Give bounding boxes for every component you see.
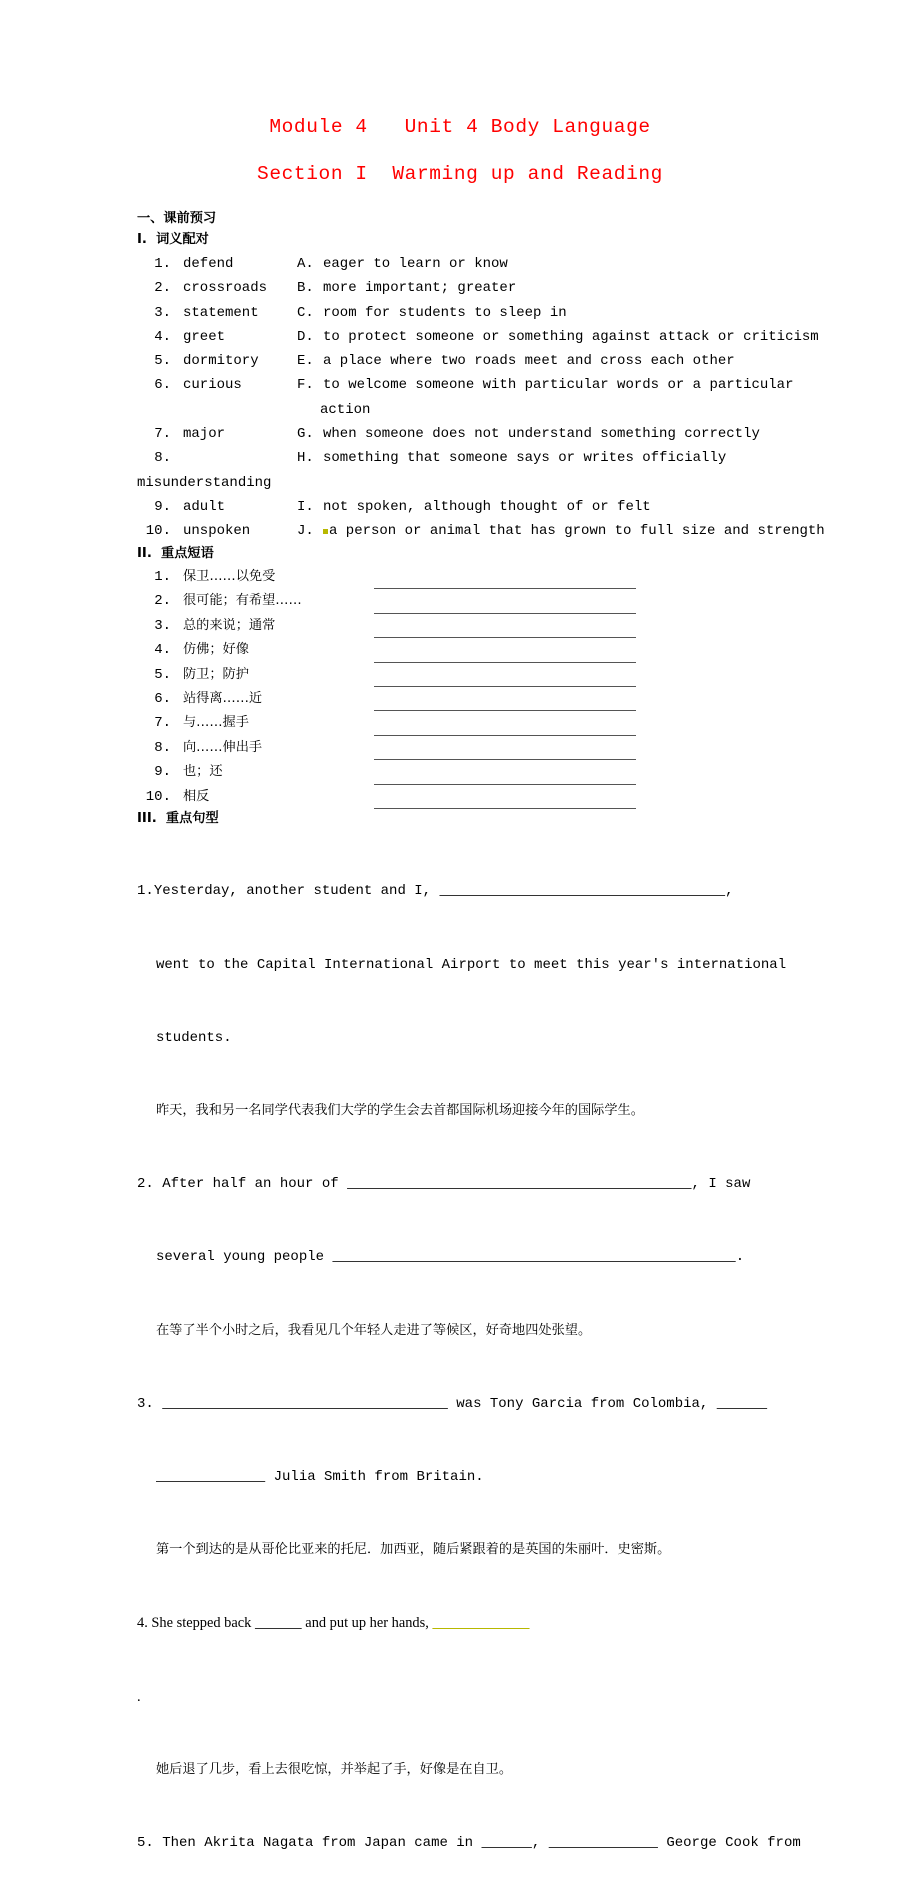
title-block xyxy=(0,118,920,184)
item-number: 2. xyxy=(154,280,171,297)
table-row xyxy=(137,276,797,300)
sentence-english xyxy=(137,830,797,1098)
definition-text: not spoken, although thought of or felt xyxy=(323,498,651,515)
definition-text: more important; greater xyxy=(323,280,517,297)
vocabulary-word: dormitory xyxy=(183,353,259,370)
section-2-heading: II. 重点短语 xyxy=(137,545,214,561)
list-item xyxy=(137,736,797,760)
sentence-text: After half an hour of xyxy=(162,1176,348,1193)
vocabulary-word: defend xyxy=(183,256,234,272)
fill-blank[interactable] xyxy=(481,1835,531,1851)
sentence-chinese: 她后退了几步，看上去很吃惊，并举起了手，好像是在自卫。 xyxy=(156,1761,513,1777)
sentence-text: , xyxy=(531,1835,549,1852)
phrase-chinese: 站得离……近 xyxy=(183,691,263,706)
sentence-line xyxy=(137,879,797,903)
fill-blank[interactable] xyxy=(432,1615,529,1631)
sentence-chinese: 在等了半个小时之后，我看见几个年轻人走进了等候区，好奇地四处张望。 xyxy=(156,1322,592,1338)
answer-blank-line[interactable] xyxy=(374,669,636,687)
option-letter: J. xyxy=(297,523,314,540)
definition-text: to welcome someone with particular words or a particular xyxy=(323,377,794,394)
table-row xyxy=(137,495,797,519)
sentence-chinese: 第一个到达的是从哥伦比亚来的托尼．加西亚，随后紧跟着的是英国的朱丽叶．史密斯。 xyxy=(156,1542,671,1558)
page-subtitle: Section I Warming up and Reading xyxy=(257,162,663,185)
phrase-chinese: 相反 xyxy=(183,788,210,804)
vocabulary-word: statement xyxy=(183,304,259,321)
option-letter: H. xyxy=(297,450,314,467)
vocabulary-word: curious xyxy=(183,377,242,394)
sentence-text: She stepped back xyxy=(151,1615,255,1632)
item-number: 5. xyxy=(137,1835,154,1852)
key-sentences-list xyxy=(137,830,801,1904)
phrase-chinese: 与……握手 xyxy=(183,715,249,731)
table-row xyxy=(137,252,797,276)
document-body xyxy=(137,209,825,1904)
item-number: 1. xyxy=(154,569,171,586)
item-number: 4. xyxy=(154,642,171,659)
item-number: 4. xyxy=(137,1615,148,1632)
sentence-text: . xyxy=(735,1249,745,1266)
sentence-line xyxy=(137,1172,797,1196)
item-number: 6. xyxy=(154,691,171,707)
sentence-text: George Cook from xyxy=(657,1835,801,1852)
sentence-text: , xyxy=(725,883,734,900)
fill-blank[interactable] xyxy=(717,1396,767,1412)
item-number: 7. xyxy=(154,715,171,732)
sentence-line xyxy=(137,1392,797,1416)
answer-blank-line[interactable] xyxy=(374,791,636,809)
vocabulary-word: greet xyxy=(183,328,226,345)
key-phrases-list xyxy=(137,565,797,809)
phrase-chinese: 仿佛；好像 xyxy=(183,642,249,658)
fill-blank[interactable] xyxy=(549,1835,658,1851)
list-item xyxy=(137,663,797,687)
item-number: 5. xyxy=(154,353,171,370)
sentence-line xyxy=(137,1611,797,1635)
item-number: 2. xyxy=(154,593,171,610)
sentence-line: students. xyxy=(156,1029,232,1046)
item-number: 8. xyxy=(154,739,171,756)
item-number: 2. xyxy=(137,1176,154,1193)
item-number: 4. xyxy=(154,328,171,345)
vocabulary-word: unspoken xyxy=(183,523,251,540)
definition-text xyxy=(323,519,825,543)
definition-text: something that someone says or writes officially xyxy=(323,450,727,467)
list-item xyxy=(137,687,797,711)
item-number: 3. xyxy=(154,617,171,634)
sentence-line: went to the Capital International Airport to meet this year's international xyxy=(156,956,787,973)
table-row xyxy=(137,422,797,446)
fill-blank[interactable] xyxy=(255,1615,302,1631)
sentence-text: and put up her hands, xyxy=(301,1615,433,1632)
sentence-line xyxy=(137,1245,797,1269)
answer-blank-line[interactable] xyxy=(374,718,636,736)
definition-continuation: action xyxy=(320,401,371,418)
sentence-text: , I saw xyxy=(691,1176,751,1193)
sentence-text: several young people xyxy=(156,1249,333,1266)
sentence-text: was Tony Garcia from Colombia, xyxy=(447,1395,717,1412)
list-item xyxy=(137,830,797,1123)
list-item xyxy=(137,1343,797,1563)
sentence-line xyxy=(137,1465,797,1489)
option-letter: I. xyxy=(297,498,314,515)
answer-blank-line[interactable] xyxy=(374,693,636,711)
table-row xyxy=(137,519,825,543)
table-row xyxy=(137,446,797,470)
vocabulary-word-continuation: misunderstanding xyxy=(137,474,272,491)
vocabulary-word: major xyxy=(183,426,226,443)
sentence-english xyxy=(137,1563,797,1758)
option-letter: G. xyxy=(297,426,314,443)
highlight-mark xyxy=(323,529,328,534)
list-item xyxy=(137,785,797,809)
item-number: 5. xyxy=(154,666,171,683)
list-item xyxy=(137,614,797,638)
preview-heading: 一、课前预习 xyxy=(137,211,217,226)
vocabulary-word: crossroads xyxy=(183,280,268,297)
table-row xyxy=(137,325,819,349)
item-number: 9. xyxy=(154,764,171,781)
list-item xyxy=(137,711,797,735)
item-number: 8. xyxy=(154,450,171,467)
section-3-heading: III. 重点句型 xyxy=(137,810,219,826)
fill-blank[interactable] xyxy=(162,1396,448,1412)
definition-text: eager to learn or know xyxy=(323,256,508,272)
option-letter: D. xyxy=(297,328,314,345)
item-number: 7. xyxy=(154,426,171,443)
phrase-chinese: 保卫……以免受 xyxy=(183,569,276,585)
answer-blank-line[interactable] xyxy=(374,596,636,614)
answer-blank-line[interactable] xyxy=(374,571,636,589)
sentence-line: . xyxy=(137,1688,141,1705)
sentence-text: Julia Smith from Britain. xyxy=(265,1469,484,1486)
sentence-text: Yesterday, another student and I, xyxy=(153,883,440,900)
table-row xyxy=(137,349,797,373)
vocabulary-matching-list xyxy=(137,252,825,544)
item-number: 9. xyxy=(154,498,171,515)
option-letter: F. xyxy=(297,377,314,394)
sentence-english xyxy=(137,1123,797,1318)
answer-blank-line[interactable] xyxy=(374,767,636,785)
list-item xyxy=(137,589,797,613)
option-letter: B. xyxy=(297,280,314,297)
fill-blank[interactable] xyxy=(156,1469,265,1485)
item-number: 1. xyxy=(154,256,171,272)
table-row xyxy=(137,373,797,397)
item-number: 1. xyxy=(137,883,154,900)
section-1-heading: I. 词义配对 xyxy=(137,231,209,247)
definition-text: to protect someone or something against attack or criticism xyxy=(323,328,819,345)
definition-text-value: a person or animal that has grown to full size and strength xyxy=(329,523,825,540)
table-row xyxy=(137,301,797,325)
sentence-text xyxy=(154,1396,162,1412)
item-number: 10. xyxy=(145,788,171,805)
list-item xyxy=(137,1782,801,1904)
page-title: Module 4 Unit 4 Body Language xyxy=(269,116,651,138)
sentence-text: Then Akrita Nagata from Japan came in xyxy=(162,1835,482,1852)
sentence-chinese: 昨天，我和另一名同学代表我们大学的学生会去首都国际机场迎接今年的国际学生。 xyxy=(156,1102,644,1118)
phrase-chinese: 防卫；防护 xyxy=(183,666,249,682)
option-letter: A. xyxy=(297,256,314,272)
answer-blank-line[interactable] xyxy=(374,620,636,638)
option-letter: E. xyxy=(297,353,314,370)
list-item xyxy=(137,760,797,784)
option-letter: C. xyxy=(297,304,314,321)
list-item xyxy=(137,565,797,589)
definition-text: room for students to sleep in xyxy=(323,304,567,321)
fill-blank[interactable] xyxy=(332,1249,735,1265)
phrase-chinese: 向……伸出手 xyxy=(183,739,263,755)
item-number: 10. xyxy=(145,523,171,540)
phrase-chinese: 也；还 xyxy=(183,764,223,780)
item-number: 3. xyxy=(137,1395,154,1412)
answer-blank-line[interactable] xyxy=(374,742,636,760)
list-item xyxy=(137,1123,797,1343)
fill-blank[interactable] xyxy=(347,1176,691,1192)
sentence-english xyxy=(137,1343,797,1538)
sentence-english xyxy=(137,1782,801,1904)
phrase-chinese: 很可能；有希望…… xyxy=(183,593,302,609)
answer-blank-line[interactable] xyxy=(374,645,636,663)
definition-text: when someone does not understand something correctly xyxy=(323,426,760,443)
item-number: 3. xyxy=(154,304,171,321)
list-item xyxy=(137,638,797,662)
fill-blank[interactable] xyxy=(439,883,725,899)
list-item xyxy=(137,1563,797,1783)
sentence-line xyxy=(137,1831,801,1855)
item-number: 6. xyxy=(154,377,171,394)
phrase-chinese: 总的来说；通常 xyxy=(183,617,276,633)
definition-text: a place where two roads meet and cross each other xyxy=(323,353,735,370)
vocabulary-word: adult xyxy=(183,498,226,515)
